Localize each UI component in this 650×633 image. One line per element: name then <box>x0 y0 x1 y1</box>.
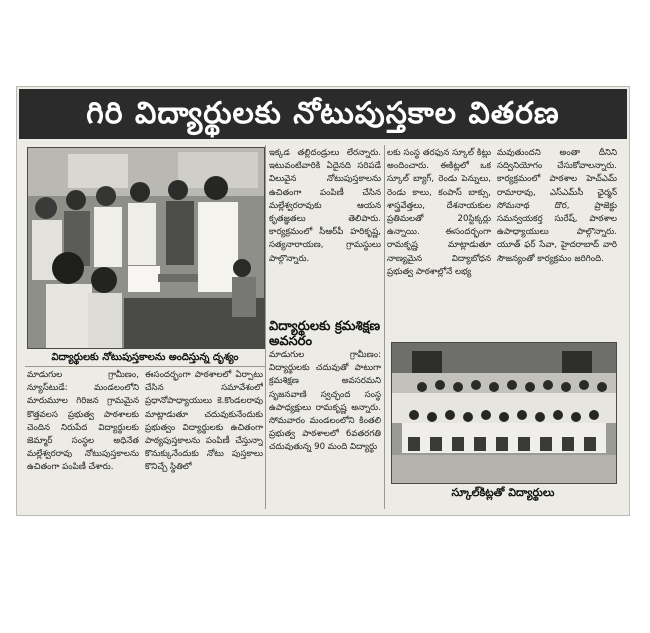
photo-caption-distribution: విద్యార్థులకు నోటుపుస్తకాలను అందిస్తున్న దృశ్యం <box>51 352 239 363</box>
article-column-1: మాడుగుల గ్రామీణం, న్యూస్‌టుడే: మండలంలోని మారుమూల గిరిజన గ్రామమైన కొత్తవలస ప్రభుత్వ పాఠశాలకు చెందిన నిరుపేద విద్యార్థులకు జెమ్మార్ సంస్థల అధినేత మల్లేశ్వరరావు నోటుపుస్తకాలను ఉచితంగా పంపిణీ చేశారు. <box>27 370 139 473</box>
section-rule <box>25 366 265 367</box>
article-column-2: ఈసందర్భంగా పాఠశాలలో ఏర్పాటు చేసిన సమావేశంలో ప్రధానోపాధ్యాయులు కె.కొండలరావు మాట్లాడుతూ చదువుకునేందుకు ప్రభుత్వం విద్యార్థులకు ఉచితంగా పాఠ్యపుస్తకాలను పంపిణీ చేస్తున్నా కొనుక్కునేందుకు నోటు పుస్తకాలు కొనిచ్చే స్థితిలో <box>145 370 263 473</box>
column-rule <box>384 145 385 509</box>
students-photo-image <box>392 343 616 483</box>
distribution-photo-image <box>28 148 264 348</box>
distribution-photo <box>27 147 265 349</box>
article-column-6: మాడుగుల గ్రామీణం: విద్యార్థులకు చదువుతో పాటుగా క్రమశిక్షణ అవసరమని సృజనవాణి స్వచ్ఛంద సంస్థ ఉపాధ్యక్షులు రామకృష్ణ అన్నారు. సోమవారం మండలంలోని కింతలి ప్రభుత్వ పాఠశాలలో 6వతరగతి చదువుతున్న 90 మంది విద్యార్థు <box>269 350 381 453</box>
article-column-4: లకు సంస్థ తరఫున స్కూల్ కిట్లు అందించారు. ఈకిట్లలో ఒక స్కూల్ బ్యాగ్, రెండు పెన్నులు, రెండు కాలు, కంపాస్ బాక్సు, శాస్త్రవేత్తలు, దేశనాయకుల ప్రతిమలతో 20స్టిక్కర్లు ఉన్నాయి. ఈసందర్భంగా రామకృష్ణ మాట్లాడుతూ నాణ్యమైన విద్యాబోధన ప్రభుత్వ పాఠశాల్లోనే లభ్య <box>387 148 491 277</box>
article-column-3: ఇక్కడ తల్లిదండ్రులు లేరన్నారు. ఇటువంటివారికి ఏదైనది సరిపడే విలువైన నోటుపుస్తకాలను ఉచితంగా పంపిణీ చేసిన మల్లేశ్వరరావుకు ఆయన కృతజ్ఞతలు తెలిపారు. కార్యక్రమంలో సీఆర్‌పీ హరికృష్ణ, సత్యనారాయణ, గ్రామస్థులు పాల్గొన్నారు. <box>269 148 381 264</box>
article-column-5: మవుతుందని అంతా దీనిని సద్వినియోగం చేసుకోవాలన్నారు. కార్యక్రమంలో పాఠశాల హెచ్‌ఎమ్ రామారావు, ఎస్‌ఎమ్‌సీ ఛైర్మన్ సోమనాథ దొర, ప్రాజెక్టు సమన్వయకర్త సురేష్, పాఠశాల ఉపాధ్యాయులు పాల్గొన్నారు. యూత్ ఫర్ సేవా, హైదరాబాద్ వారి సౌజన్యంతో కార్యక్రమం జరిగింది. <box>497 148 617 264</box>
newspaper-clipping <box>16 86 630 516</box>
photo-caption-students: స్కూల్‌కిట్లతో విద్యార్థులు <box>451 486 555 499</box>
headline: గిరి విద్యార్థులకు నోటుపుస్తకాల వితరణ <box>19 89 627 139</box>
subheading: విద్యార్థులకు క్రమశిక్షణ అవసరం <box>269 319 381 349</box>
column-rule <box>265 145 266 509</box>
students-photo <box>391 342 617 484</box>
